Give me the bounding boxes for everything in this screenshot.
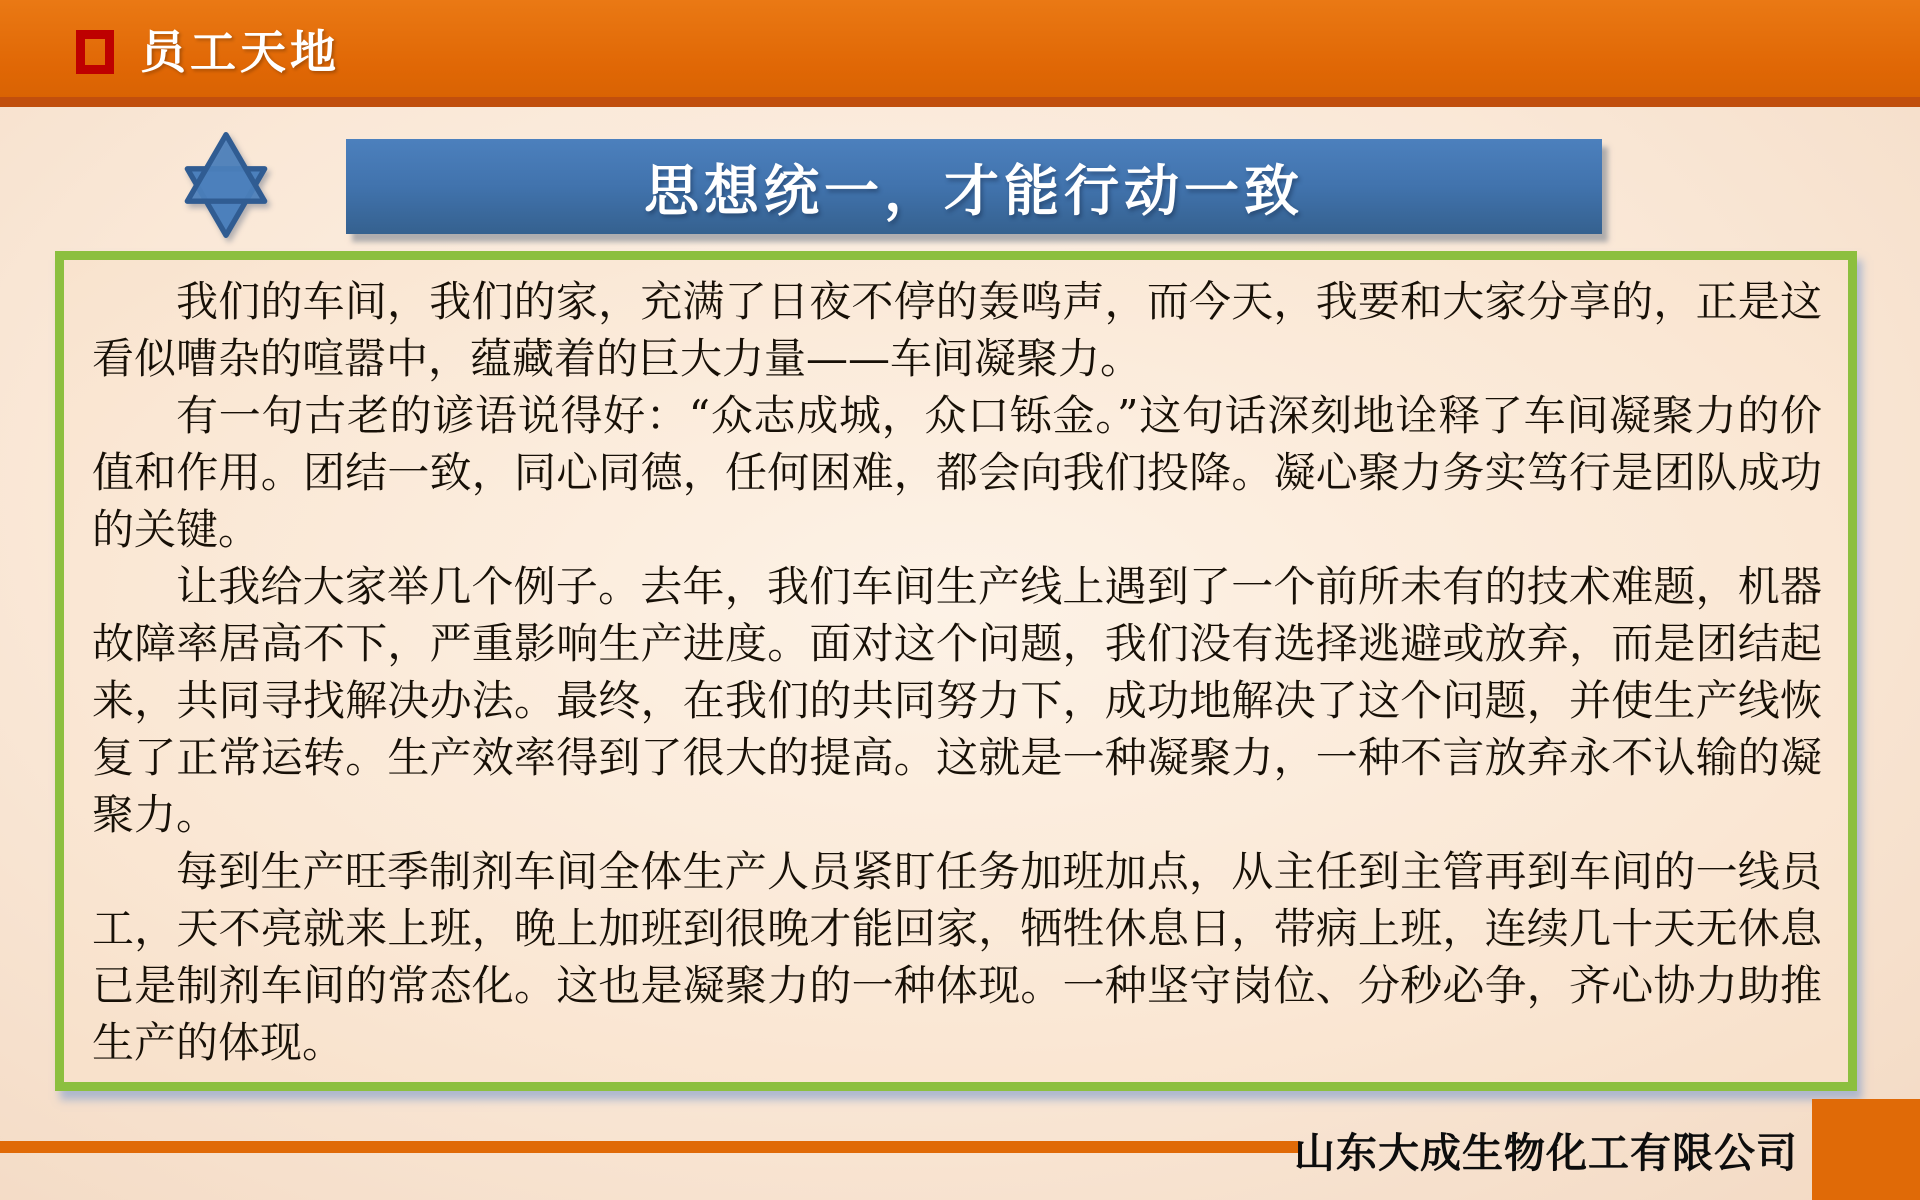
article-paragraph-2: 有一句古老的谚语说得好：“众志成城，众口铄金。”这句话深刻地诠释了车间凝聚力的价值和作用。团结一致，同心同德，任何困难，都会向我们投降。凝心聚力务实笃行是团队成功的关键。 (92, 391, 1822, 554)
article-paragraph-1: 我们的车间，我们的家，充满了日夜不停的轰鸣声，而今天，我要和大家分享的，正是这看似嘈杂的喧嚣中，蕴藏着的巨大力量——车间凝聚力。 (92, 277, 1822, 383)
section-title: 思想统一，才能行动一致 (643, 160, 1304, 222)
article-box (55, 251, 1857, 1091)
article-paragraph-4: 每到生产旺季制剂车间全体生产人员紧盯任务加班加点，从主任到主管再到车间的一线员工，天不亮就来上班，晚上加班到很晚才能回家，牺牲休息日，带病上班，连续几十天无休息已是制剂车间的常态化。这也是凝聚力的一种体现。一种坚守岗位、分秒必争，齐心协力助推生产的体现。 (92, 847, 1822, 1067)
header-divider (0, 97, 1920, 107)
star-icon (179, 132, 273, 238)
red-square-bullet-icon (76, 30, 114, 74)
company-name: 山东大成生物化工有限公司 (1294, 1130, 1798, 1176)
page-title: 员工天地 (140, 25, 340, 78)
header-bar (0, 0, 1920, 97)
section-title-banner (346, 139, 1602, 234)
header-title-group (76, 0, 340, 97)
footer-divider (0, 1141, 1300, 1153)
article-text (64, 260, 1848, 1071)
article-paragraph-3: 让我给大家举几个例子。去年，我们车间生产线上遇到了一个前所未有的技术难题，机器故障率居高不下，严重影响生产进度。面对这个问题，我们没有选择逃避或放弃，而是团结起来，共同寻找解决办法。最终，在我们的共同努力下，成功地解决了这个问题，并使生产线恢复了正常运转。生产效率得到了很大的提高。这就是一种凝聚力，一种不言放弃永不认输的凝聚力。 (92, 562, 1822, 839)
corner-accent-block (1812, 1099, 1920, 1200)
